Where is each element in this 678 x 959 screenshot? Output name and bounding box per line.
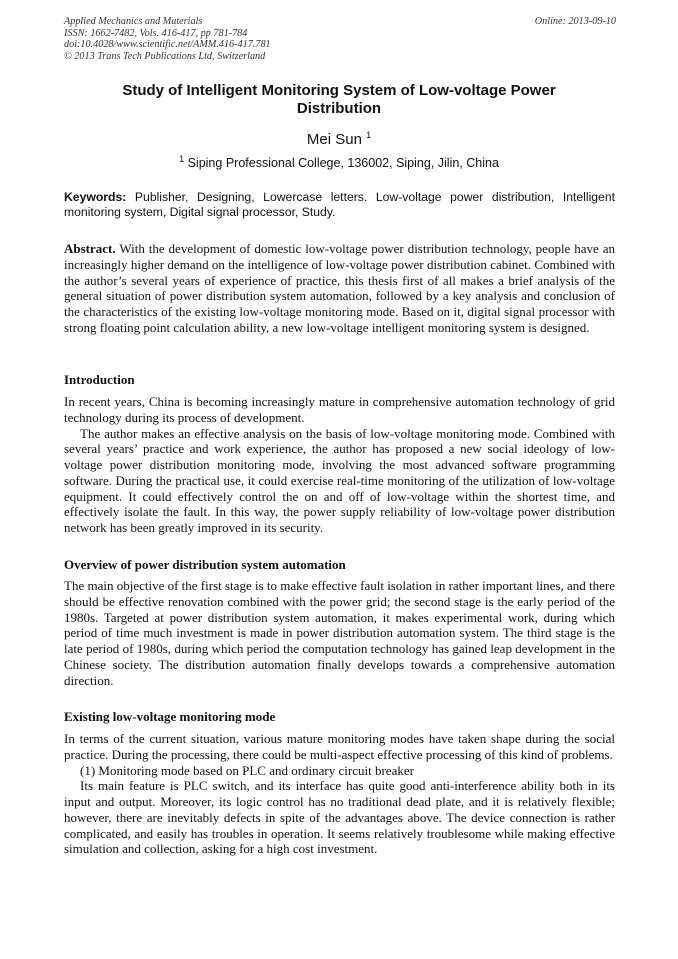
abstract-label: Abstract. <box>64 241 116 256</box>
section-introduction <box>64 394 615 536</box>
keywords <box>64 190 615 220</box>
author-sup: 1 <box>366 130 372 140</box>
paragraph: Its main feature is PLC switch, and its interface has quite good anti-interference ability both in its input and output. Moreover, its logic control has no traditional dead plate, and it is relatively flexible; however, there are inevitably defects in spite of the advantages above. The device connection is rather complicated, and easily has troubles in operation. It seems relatively troublesome while making effective simulation and collection, asking for a high cost investment. <box>64 778 615 857</box>
abstract <box>64 241 615 336</box>
section-heading-existing-mode: Existing low-voltage monitoring mode <box>64 709 276 724</box>
copyright-line: © 2013 Trans Tech Publications Ltd, Switzerland <box>64 50 266 62</box>
journal-header <box>64 16 616 62</box>
section-overview <box>64 578 615 688</box>
keywords-label: Keywords: <box>64 190 127 204</box>
keywords-text: Publisher, Designing, Lowercase letters. Low-voltage power distribution, Intelligent monitoring system, Digital signal processor, Study. <box>64 190 616 219</box>
section-heading-overview: Overview of power distribution system automation <box>64 557 346 572</box>
paragraph: (1) Monitoring mode based on PLC and ordinary circuit breaker <box>80 762 414 778</box>
paragraph: In terms of the current situation, various mature monitoring modes have taken shape during the social practice. During the processing, there could be multi-aspect effective processing of this kind of problems. <box>64 731 615 762</box>
abstract-text: With the development of domestic low-voltage power distribution technology, people have an increasingly higher demand on the intelligence of low-voltage power distribution cabinet. Combined with the author’s several years of experience of practice, this thesis first of all makes a brief analysis of the general situation of power distribution system automation, followed by a key analysis and conclusion of the characteristics of the existing low-voltage monitoring mode. Based on it, digital signal processor with strong floating point calculation ability, a new low-voltage intelligent monitoring system is designed. <box>64 241 615 335</box>
author-name: Mei Sun <box>306 131 362 148</box>
section-existing-mode <box>64 731 615 857</box>
doi-line: doi:10.4028/www.scientific.net/AMM.416-417.781 <box>64 39 271 51</box>
paper-title: Study of Intelligent Monitoring System of Low-voltage Power Distribution <box>122 82 556 117</box>
section-heading-introduction: Introduction <box>64 372 135 387</box>
affiliation-line <box>0 153 678 170</box>
author-line <box>0 131 678 148</box>
paragraph: The author makes an effective analysis on the basis of low-voltage monitoring mode. Combined with several years’ practice and work experience, the author has proposed a new social ideology of low-voltage power distribution monitoring mode, involving the most advanced software programming software. During the practical use, it could exercise real-time monitoring of the utilization of low-voltage equipment. It could effectively control the on and off of low-voltage within the shortest time, and effectively isolate the fault. In this way, the power supply reliability of low-voltage power distribution network has been greatly improved in its security. <box>64 425 615 535</box>
issn-line: ISSN: 1662-7482, Vols. 416-417, pp 781-784 <box>64 27 248 39</box>
journal-name: Applied Mechanics and Materials <box>64 16 203 27</box>
paragraph: In recent years, China is becoming increasingly mature in comprehensive automation technology of grid technology during its process of development. <box>64 394 615 425</box>
affiliation-text: Siping Professional College, 136002, Siping, Jilin, China <box>187 156 499 170</box>
affiliation-sup: 1 <box>179 153 185 164</box>
online-date: Online: 2013-09-10 <box>534 16 616 27</box>
paragraph: The main objective of the first stage is to make effective fault isolation in rather important lines, and there should be effective renovation combined with the power grid; the second stage is the early period of the 1980s. Targeted at power distribution system automation, it makes experimental work, during which period of time much investment is made in power distribution automation system. The third stage is the late period of 1980s, during which period the computation technology has gained leap development in the Chinese society. The distribution automation finally develops towards a comprehensive automation direction. <box>64 578 615 688</box>
